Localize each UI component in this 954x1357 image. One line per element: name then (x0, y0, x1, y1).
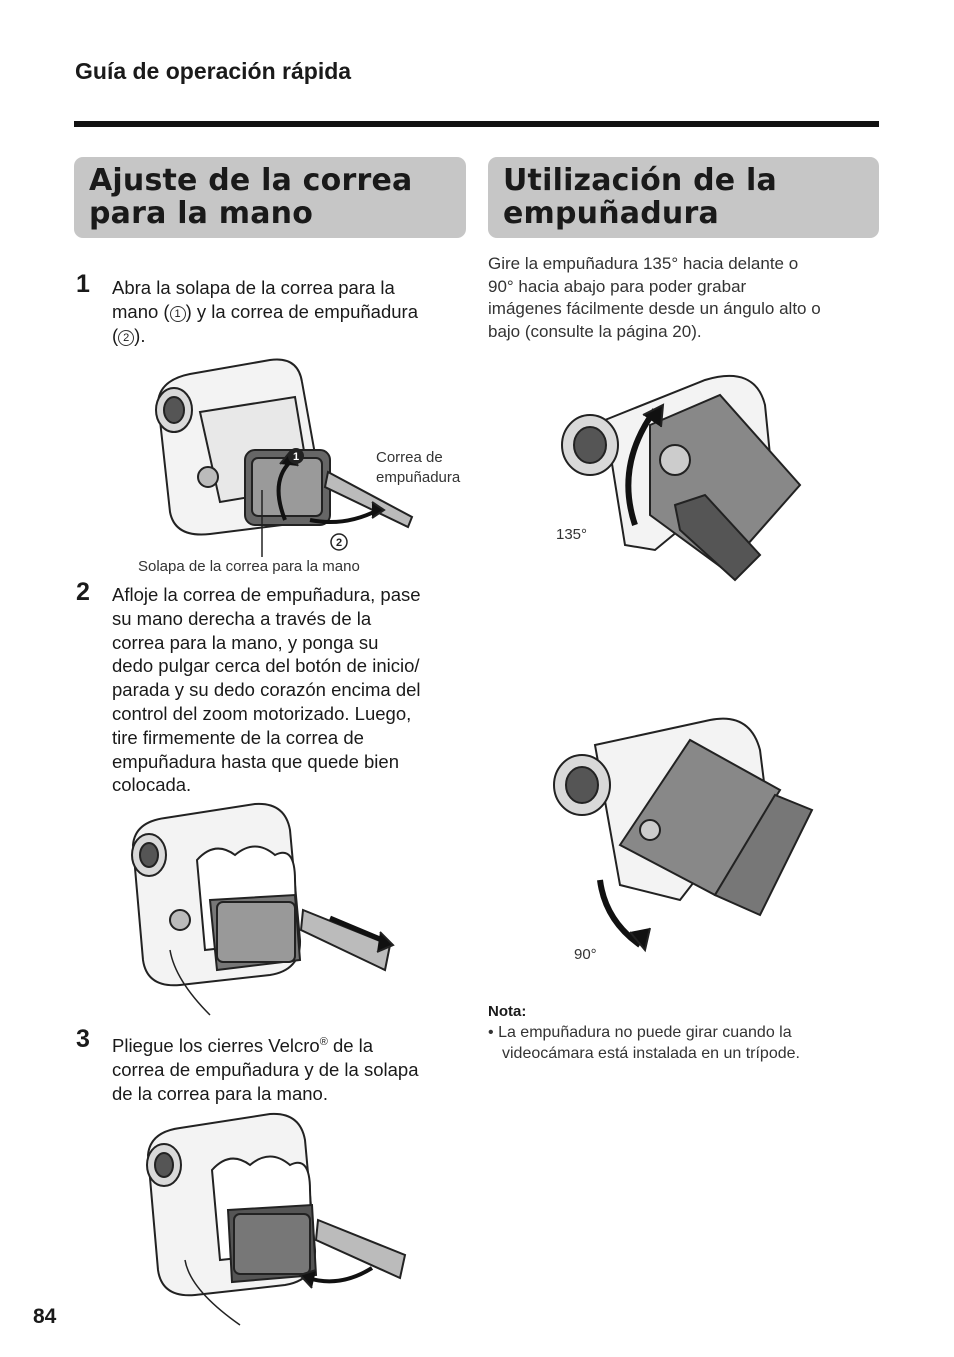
section-title-box-grip (488, 157, 879, 238)
body-line: Gire la empuñadura 135° hacia delante o (488, 254, 799, 273)
step-2-line: parada y su dedo corazón encima del (112, 679, 421, 701)
step-number-3: 3 (76, 1025, 90, 1053)
figure-fasten-velcro-illustration (140, 1110, 415, 1330)
step-number-1: 1 (76, 270, 90, 298)
step-1-text (112, 276, 472, 347)
text-span: ( (112, 324, 119, 346)
marker-2-text: 2 (335, 537, 343, 549)
figure-grip-rotated-135-illustration (555, 365, 815, 595)
circled-number-1: 1 (170, 306, 186, 322)
step-1-line (112, 300, 472, 324)
angle-label-135: 135° (556, 526, 588, 543)
body-line: bajo (consulte la página 20). (488, 321, 702, 341)
text-span: Pliegue los cierres Velcro (112, 1035, 320, 1057)
note-text (488, 1022, 883, 1064)
figure-hand-in-strap-illustration (125, 800, 400, 1020)
section-title-hand-strap (74, 157, 466, 230)
note-line: videocámara está instalada en un trípode. (502, 1045, 800, 1062)
step-2-line: empuñadura hasta que quede bien (112, 750, 399, 772)
step-number-2: 2 (76, 578, 90, 606)
step-3-line: correa de empuñadura y de la solapa (112, 1058, 419, 1080)
bullet: • (488, 1024, 494, 1041)
page-number: 84 (33, 1305, 57, 1328)
text-span: de la (327, 1035, 374, 1057)
section-title-line: para la mano (89, 196, 314, 231)
step-2-line: su mano derecha a través de la (112, 607, 372, 629)
step-1-line: Abra la solapa de la correa para la (112, 277, 395, 298)
step-2-text (112, 583, 472, 797)
text-span: ) y la correa de empuñadura (185, 300, 418, 322)
figure-grip-rotated-90-illustration (550, 710, 815, 955)
marker-1-text: 1 (292, 451, 300, 463)
body-line: 90° hacia abajo para poder grabar (488, 276, 747, 296)
step-1-line (112, 324, 472, 348)
step-2-line: control del zoom motorizado. Luego, (112, 702, 412, 724)
step-2-line: tire firmemente de la correa de (112, 726, 364, 748)
section-title-box-hand-strap (74, 157, 466, 238)
text-span: mano ( (112, 300, 170, 322)
grip-description (488, 253, 883, 343)
step-3-text (112, 1031, 472, 1106)
body-line: imágenes fácilmente desde un ángulo alto o (488, 299, 821, 318)
section-title-line: Utilización de la (503, 163, 777, 198)
label-line: empuñadura (376, 469, 461, 486)
step-2-line: correa para la mano, y ponga su (112, 631, 379, 653)
label-grip-strap (376, 448, 460, 488)
note-line (488, 1022, 883, 1043)
label-line: Correa de (376, 449, 443, 466)
step-2-line: colocada. (112, 774, 192, 796)
page-header: Guía de operación rápida (75, 58, 352, 84)
section-title-line: empuñadura (503, 196, 719, 231)
header-rule (74, 121, 879, 127)
section-title-line: Ajuste de la correa (89, 163, 413, 198)
step-2-line: dedo pulgar cerca del botón de inicio/ (112, 655, 420, 677)
step-3-line: de la correa para la mano. (112, 1082, 328, 1104)
text-span: La empuñadura no puede girar cuando la (498, 1024, 792, 1041)
step-2-line: Afloje la correa de empuñadura, pase (112, 584, 421, 605)
section-title-grip (488, 157, 879, 230)
step-3-line (112, 1031, 472, 1058)
registered-mark: ® (319, 1036, 328, 1048)
text-span: ). (134, 324, 146, 346)
note-title: Nota: (488, 1003, 527, 1020)
label-hand-strap-flap: Solapa de la correa para la mano (138, 558, 360, 575)
angle-label-90: 90° (574, 946, 597, 963)
circled-number-2: 2 (118, 330, 134, 346)
